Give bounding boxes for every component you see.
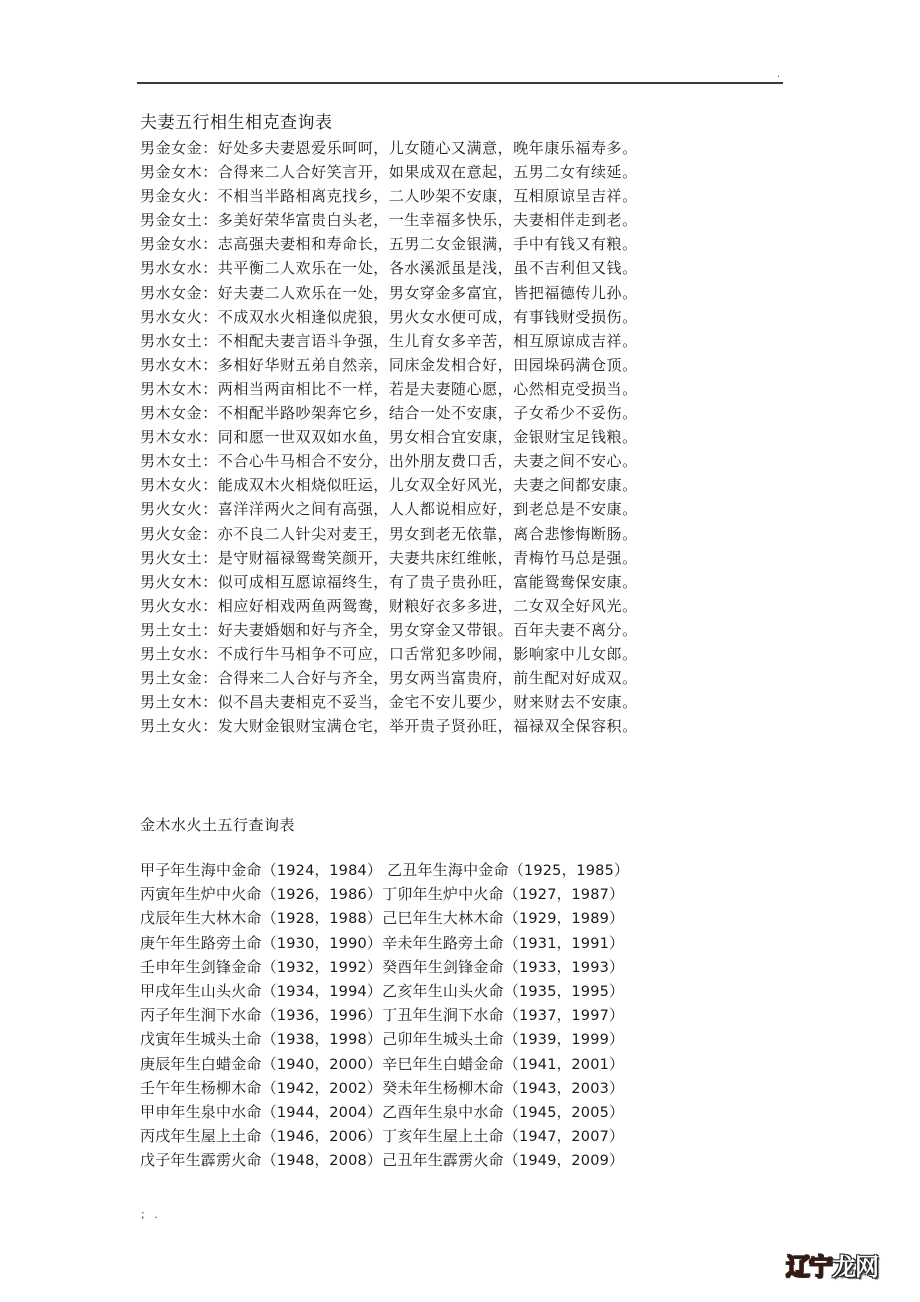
years-b: 1945，2005 xyxy=(518,1104,610,1121)
pair-key: 男金女土 xyxy=(140,211,203,230)
year-entry-a: 甲申年生泉中水命 xyxy=(140,1102,262,1121)
list-item xyxy=(140,931,629,955)
pair-key: 男金女木 xyxy=(140,163,203,182)
years-b: 1941，2001 xyxy=(518,1056,610,1073)
year-entry-a: 壬申年生剑锋金命 xyxy=(140,957,262,976)
pair-text: 好处多夫妻恩爱乐呵呵，儿女随心又满意，晚年康乐福寿多。 xyxy=(217,139,638,157)
years-b: 1935，1995 xyxy=(518,983,610,1000)
pair-text: 多相好华财五弟自然亲，同床金发相合好，田园垛码满仓顶。 xyxy=(217,355,638,374)
pair-key: 男水女火 xyxy=(140,307,203,326)
paren-close: ） xyxy=(366,1127,383,1146)
years-a: 1940，2000 xyxy=(276,1056,367,1073)
paren-close: ） xyxy=(366,957,383,976)
pair-key: 男土女火 xyxy=(140,717,203,736)
pair-text: 亦不良二人针尖对麦王，男女到老无依靠，离合悲惨悔断肠。 xyxy=(217,524,638,543)
paren-close: ） xyxy=(366,1151,383,1170)
list-item xyxy=(140,208,638,232)
separator: ： xyxy=(202,572,218,591)
year-entry-b: 辛未年生路旁土命 xyxy=(382,933,504,952)
paren-open: （ xyxy=(508,861,524,879)
pair-key: 男水女木 xyxy=(140,355,203,374)
separator: ： xyxy=(202,476,218,495)
list-item xyxy=(140,1100,629,1124)
paren-close: ） xyxy=(609,1151,625,1170)
years-a: 1942，2002 xyxy=(276,1080,367,1097)
pair-key: 男火女火 xyxy=(140,500,203,519)
pair-key: 男土女土 xyxy=(140,620,203,639)
separator: ： xyxy=(202,187,218,206)
list-item xyxy=(140,232,638,256)
paren-open: （ xyxy=(261,981,277,1000)
pair-key: 男金女水 xyxy=(140,235,203,254)
pair-text: 好夫妻婚姻和好与齐全，男女穿金又带银。百年夫妻不离分。 xyxy=(217,620,638,639)
paren-open: （ xyxy=(503,885,519,904)
year-entry-a: 壬午年生杨柳木命 xyxy=(140,1078,262,1097)
years-a: 1930，1990 xyxy=(276,935,367,952)
paren-open: （ xyxy=(503,981,519,1000)
list-item xyxy=(140,546,638,570)
list-item xyxy=(140,642,638,666)
year-entry-a: 甲子年生海中金命 xyxy=(140,861,262,879)
pair-text: 好夫妻二人欢乐在一处，男女穿金多富宜，皆把福德传儿孙。 xyxy=(217,283,638,302)
pair-text: 不相配夫妻言语斗争强，生儿育女多辛苦，相互原谅成吉祥。 xyxy=(217,331,638,350)
pair-key: 男木女土 xyxy=(140,452,203,471)
paren-close: ） xyxy=(366,1030,383,1049)
year-entry-a: 甲戌年生山头火命 xyxy=(140,981,262,1000)
list-item xyxy=(140,714,638,738)
year-entry-b: 己丑年生霹雳火命 xyxy=(382,1151,504,1170)
paren-close: ） xyxy=(609,1054,625,1073)
paren-close: ） xyxy=(366,981,383,1000)
paren-open: （ xyxy=(503,1054,519,1073)
list-item xyxy=(140,690,638,714)
pair-text: 同和愿一世双双如水鱼，男女相合宜安康，金银财宝足钱粮。 xyxy=(217,428,638,447)
years-a: 1926，1986 xyxy=(276,887,367,904)
years-b: 1949，2009 xyxy=(518,1153,610,1170)
years-a: 1924，1984 xyxy=(276,863,367,879)
year-entry-a: 戊子年生霹雳火命 xyxy=(140,1151,262,1170)
list-item xyxy=(140,858,629,882)
list-item xyxy=(140,906,629,930)
list-item xyxy=(140,449,638,473)
list-item xyxy=(140,401,638,425)
year-entry-a: 丙寅年生炉中火命 xyxy=(140,885,262,904)
list-item xyxy=(140,1003,629,1027)
list-item xyxy=(140,281,638,305)
year-entry-b: 乙亥年生山头火命 xyxy=(382,981,504,1000)
paren-open: （ xyxy=(261,933,277,952)
site-watermark-logo xyxy=(786,1252,878,1282)
pair-text: 不成行牛马相争不可应，口舌常犯多吵闹，影响家中儿女郎。 xyxy=(217,644,638,663)
pair-key: 男金女金 xyxy=(140,139,203,157)
year-entry-b: 丁卯年生炉中火命 xyxy=(382,885,504,904)
pair-key: 男水女土 xyxy=(140,331,203,350)
years-b: 1927，1987 xyxy=(518,887,610,904)
year-entry-a: 庚辰年生白蜡金命 xyxy=(140,1054,262,1073)
year-entry-b: 癸未年生杨柳木命 xyxy=(382,1078,504,1097)
years-b: 1925，1985 xyxy=(523,863,615,879)
separator: ： xyxy=(202,500,218,519)
five-elements-year-list xyxy=(140,858,629,1172)
watermark-part1: 辽宁 xyxy=(786,1253,832,1281)
separator: ： xyxy=(202,259,218,278)
paren-open: （ xyxy=(261,1127,277,1146)
separator: ： xyxy=(202,307,218,326)
pair-key: 男木女金 xyxy=(140,404,203,423)
paren-close: ） xyxy=(366,1006,383,1025)
paren-open: （ xyxy=(503,1127,519,1146)
pair-text: 能成双木火相烧似旺运，儿女双全好风光，夫妻之间都安康。 xyxy=(217,476,638,495)
years-b: 1947，2007 xyxy=(518,1129,610,1146)
pair-key: 男土女水 xyxy=(140,644,203,663)
paren-open: （ xyxy=(503,1078,519,1097)
pair-text: 志高强夫妻相和寿命长，五男二女金银满，手中有钱又有粮。 xyxy=(217,235,638,254)
pair-text: 多美好荣华富贵白头老，一生幸福多快乐，夫妻相伴走到老。 xyxy=(217,211,638,230)
list-item xyxy=(140,570,638,594)
list-item xyxy=(140,305,638,329)
pair-key: 男金女火 xyxy=(140,187,203,206)
pair-key: 男木女水 xyxy=(140,428,203,447)
header-dot: . xyxy=(777,69,781,80)
years-b: 1929，1989 xyxy=(518,911,610,928)
paren-close: ） xyxy=(366,933,383,952)
footer-mark: ; . xyxy=(141,1208,161,1221)
separator: ： xyxy=(202,596,218,615)
pair-key: 男火女土 xyxy=(140,548,203,567)
paren-close: ） xyxy=(609,909,625,928)
pair-text: 似不昌夫妻相克不妥当，金宅不安儿要少，财来财去不安康。 xyxy=(217,693,638,712)
list-item xyxy=(140,1148,629,1172)
paren-open: （ xyxy=(261,1054,277,1073)
separator: ： xyxy=(202,452,218,471)
separator: ： xyxy=(202,428,218,447)
list-item xyxy=(140,1124,629,1148)
list-item xyxy=(140,594,638,618)
paren-open: （ xyxy=(261,1102,277,1121)
separator: ： xyxy=(202,355,218,374)
pair-key: 男火女水 xyxy=(140,596,203,615)
pair-key: 男水女水 xyxy=(140,259,203,278)
separator: ： xyxy=(202,669,218,688)
years-a: 1934，1994 xyxy=(276,983,367,1000)
pair-text: 两相当两亩相比不一样，若是夫妻随心愿，心然相克受损当。 xyxy=(217,379,638,398)
pair-text: 合得来二人合好笑言开，如果成双在意起，五男二女有续延。 xyxy=(217,163,638,182)
year-entry-a: 戊辰年生大林木命 xyxy=(140,909,262,928)
paren-close: ） xyxy=(366,1102,383,1121)
years-b: 1939，1999 xyxy=(518,1032,610,1049)
years-a: 1932，1992 xyxy=(276,959,367,976)
paren-open: （ xyxy=(503,1030,519,1049)
separator: ： xyxy=(202,283,218,302)
paren-close: ） xyxy=(609,1127,625,1146)
list-item xyxy=(140,666,638,690)
pair-key: 男火女木 xyxy=(140,572,203,591)
list-item xyxy=(140,882,629,906)
pair-text: 不合心牛马相合不安分，出外朋友费口舌，夫妻之间不安心。 xyxy=(217,452,638,471)
paren-open: （ xyxy=(503,1151,519,1170)
paren-open: （ xyxy=(261,1006,277,1025)
separator: ： xyxy=(202,379,218,398)
list-item xyxy=(140,184,638,208)
pair-text: 发大财金银财宝满仓宅，举开贵子贤孙旺，福禄双全保容积。 xyxy=(217,717,638,736)
paren-open: （ xyxy=(261,1030,277,1049)
list-item xyxy=(140,979,629,1003)
year-entry-b: 癸酉年生剑锋金命 xyxy=(382,957,504,976)
list-item xyxy=(140,473,638,497)
separator: ： xyxy=(202,404,218,423)
paren-open: （ xyxy=(261,957,277,976)
pair-text: 合得来二人合好与齐全，男女两当富贵府，前生配对好成双。 xyxy=(217,669,638,688)
paren-open: （ xyxy=(261,861,277,879)
list-item xyxy=(140,618,638,642)
paren-open: （ xyxy=(503,1006,519,1025)
section-title-five-elements: 金木水火土五行查询表 xyxy=(140,816,296,834)
list-item xyxy=(140,377,638,401)
pair-text: 是守财福禄鸳鸯笑颜开，夫妻共床红维帐，青梅竹马总是强。 xyxy=(217,548,638,567)
paren-close: ） xyxy=(614,861,630,879)
pair-key: 男土女金 xyxy=(140,669,203,688)
years-b: 1943，2003 xyxy=(518,1080,610,1097)
year-entry-b: 辛巳年生白蜡金命 xyxy=(382,1054,504,1073)
year-entry-a: 丙戌年生屋上土命 xyxy=(140,1127,262,1146)
pair-text: 相应好相戏两鱼两鸳鸯，财粮好衣多多进，二女双全好风光。 xyxy=(217,596,638,615)
list-item xyxy=(140,136,638,160)
separator: ： xyxy=(202,620,218,639)
years-b: 1937，1997 xyxy=(518,1008,610,1025)
year-entry-a: 丙子年生涧下水命 xyxy=(140,1006,262,1025)
pair-text: 不相当半路相离克找乡，二人吵架不安康，互相原谅呈吉祥。 xyxy=(217,187,638,206)
list-item xyxy=(140,955,629,979)
pair-text: 似可成相互愿谅福终生，有了贵子贵孙旺，富能鸳鸯保安康。 xyxy=(217,572,638,591)
paren-close: ） xyxy=(366,861,383,879)
pair-key: 男火女金 xyxy=(140,524,203,543)
pair-key: 男木女木 xyxy=(140,379,203,398)
list-item xyxy=(140,160,638,184)
pair-key: 男土女木 xyxy=(140,693,203,712)
list-item xyxy=(140,1076,629,1100)
year-entry-b: 丁丑年生涧下水命 xyxy=(382,1006,504,1025)
paren-close: ） xyxy=(366,1078,383,1097)
separator: ： xyxy=(202,524,218,543)
year-entry-b: 乙酉年生泉中水命 xyxy=(382,1102,504,1121)
paren-close: ） xyxy=(609,885,625,904)
years-a: 1938，1998 xyxy=(276,1032,367,1049)
years-a: 1936，1996 xyxy=(276,1008,367,1025)
list-item xyxy=(140,256,638,280)
list-item xyxy=(140,329,638,353)
pair-text: 不成双水火相逢似虎狼，男火女水便可成，有事钱财受损伤。 xyxy=(217,307,638,326)
list-item xyxy=(140,497,638,521)
years-b: 1931，1991 xyxy=(518,935,610,952)
paren-open: （ xyxy=(261,1151,277,1170)
section-title-couple-compatibility: 夫妻五行相生相克查询表 xyxy=(140,113,333,133)
paren-open: （ xyxy=(261,1078,277,1097)
separator: ： xyxy=(202,235,218,254)
pair-text: 共平衡二人欢乐在一处，各水溪派虽是浅，虽不吉利但又钱。 xyxy=(217,259,638,278)
paren-open: （ xyxy=(503,1102,519,1121)
paren-open: （ xyxy=(503,957,519,976)
years-a: 1928，1988 xyxy=(276,911,367,928)
years-b: 1933，1993 xyxy=(518,959,610,976)
watermark-part2: 龙网 xyxy=(832,1253,878,1281)
list-item xyxy=(140,1027,629,1051)
years-a: 1944，2004 xyxy=(276,1104,367,1121)
paren-open: （ xyxy=(261,909,277,928)
pair-text: 喜洋洋两火之间有高强，人人都说相应好，到老总是不安康。 xyxy=(217,500,638,519)
year-entry-b: 己卯年生城头土命 xyxy=(382,1030,504,1049)
list-item xyxy=(140,1052,629,1076)
pair-key: 男水女金 xyxy=(140,283,203,302)
year-entry-b: 己巳年生大林木命 xyxy=(382,909,504,928)
paren-close: ） xyxy=(609,957,625,976)
couple-compatibility-list xyxy=(140,136,638,738)
list-item xyxy=(140,425,638,449)
paren-close: ） xyxy=(366,909,383,928)
separator: ： xyxy=(202,331,218,350)
year-entry-b: 乙丑年生海中金命 xyxy=(387,861,509,879)
paren-open: （ xyxy=(503,933,519,952)
paren-open: （ xyxy=(261,885,277,904)
separator: ： xyxy=(202,548,218,567)
separator: ： xyxy=(202,211,218,230)
pair-text: 不相配半路吵架奔它乡，结合一处不安康，子女希少不妥伤。 xyxy=(217,404,638,423)
years-a: 1946，2006 xyxy=(276,1129,367,1146)
paren-close: ） xyxy=(366,885,383,904)
paren-close: ） xyxy=(609,1006,625,1025)
year-entry-a: 庚午年生路旁土命 xyxy=(140,933,262,952)
year-entry-a: 戊寅年生城头土命 xyxy=(140,1030,262,1049)
year-entry-b: 丁亥年生屋上土命 xyxy=(382,1127,504,1146)
years-a: 1948，2008 xyxy=(276,1153,367,1170)
list-item xyxy=(140,522,638,546)
separator: ： xyxy=(202,693,218,712)
separator: ： xyxy=(202,644,218,663)
paren-close: ） xyxy=(609,1030,625,1049)
header-rule xyxy=(137,82,783,84)
separator: ： xyxy=(202,163,218,182)
paren-close: ） xyxy=(366,1054,383,1073)
paren-open: （ xyxy=(503,909,519,928)
paren-close: ） xyxy=(609,1102,625,1121)
paren-close: ） xyxy=(609,1078,625,1097)
separator: ： xyxy=(202,717,218,736)
separator: ： xyxy=(202,139,218,157)
paren-close: ） xyxy=(609,933,625,952)
paren-close: ） xyxy=(609,981,625,1000)
pair-key: 男木女火 xyxy=(140,476,203,495)
list-item xyxy=(140,353,638,377)
